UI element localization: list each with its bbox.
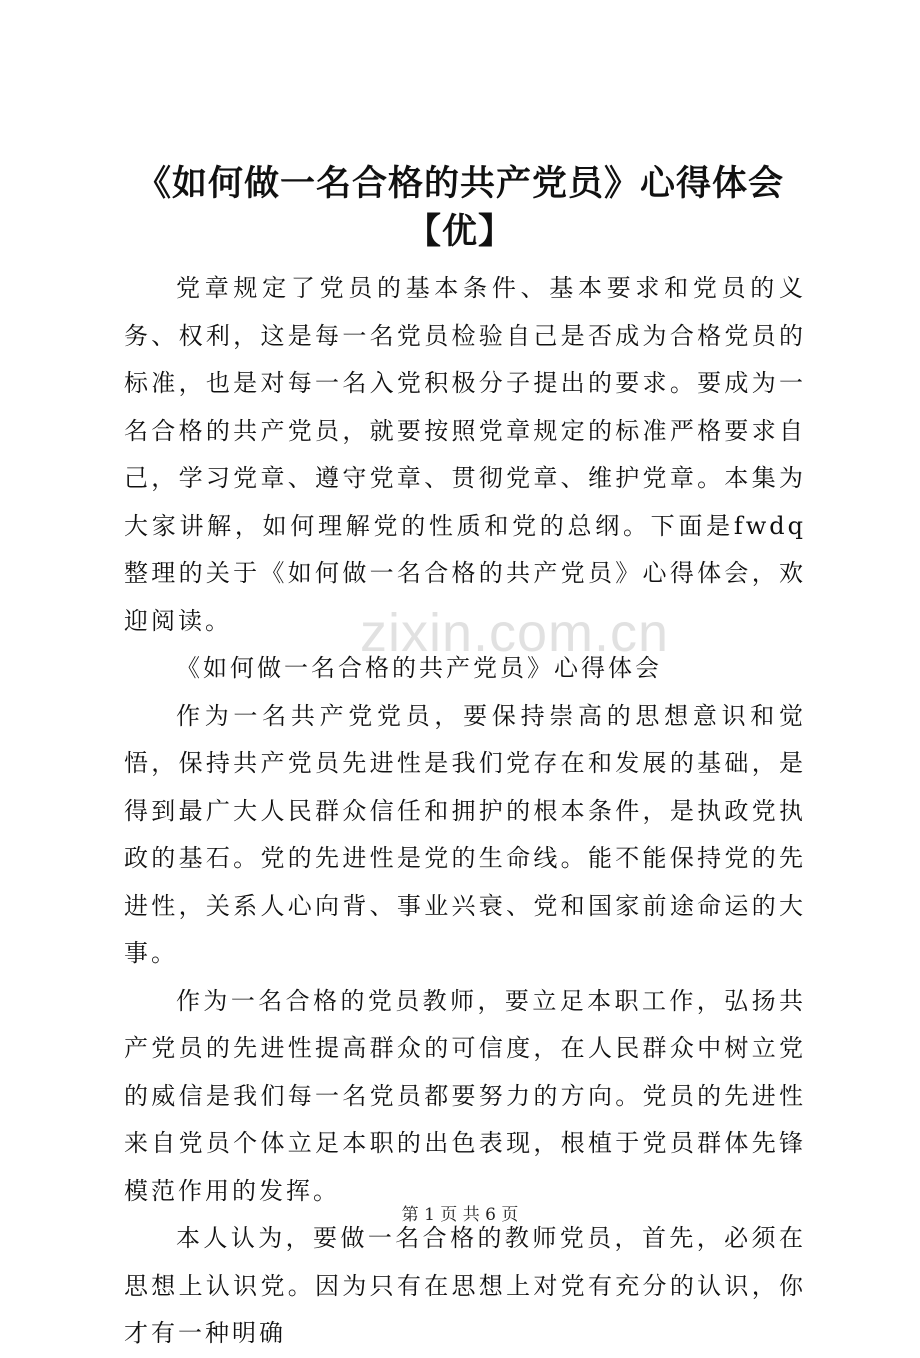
paragraph-intro: 党章规定了党员的基本条件、基本要求和党员的义务、权利，这是每一名党员检验自己是否成为合格党员的标准，也是对每一名入党积极分子提出的要求。要成为一名合格的共产党员，就要按照党章规定的标准严格要求自己，学习党章、遵守党章、贯彻党章、维护党章。本集为大家讲解，如何理解党的性质和党的总纲。下面是fwdq整理的关于《如何做一名合格的共产党员》心得体会，欢迎阅读。: [124, 274, 806, 635]
page-footer: 第 1 页 共 6 页: [401, 1205, 519, 1225]
paragraph-3: 本人认为，要做一名合格的教师党员，首先，必须在思想上认识党。因为只有在思想上对党有充分的认识，你才有一种明确: [124, 1224, 806, 1347]
paragraph-subtitle: 《如何做一名合格的共产党员》心得体会: [176, 654, 662, 682]
paragraph-2: 作为一名合格的党员教师，要立足本职工作，弘扬共产党员的先进性提高群众的可信度，在人民群众中树立党的威信是我们每一名党员都要努力的方向。党员的先进性来自党员个体立足本职的出色表现，根植于党员群体先锋模范作用的发挥。: [124, 986, 806, 1205]
title-line-1: 《如何做一名合格的共产党员》心得体会: [135, 163, 784, 204]
document-body: [124, 265, 806, 1358]
paragraph-1: 作为一名共产党党员，要保持崇高的思想意识和觉悟，保持共产党员先进性是我们党存在和发展的基础，是得到最广大人民群众信任和拥护的根本条件，是执政党执政的基石。党的先进性是党的生命线。能不能保持党的先进性，关系人心向背、事业兴衰、党和国家前途命运的大事。: [124, 701, 806, 967]
document-title: [120, 160, 800, 256]
title-line-2: 【优】: [405, 211, 514, 252]
watermark-text: zixin.com.cn: [360, 603, 670, 663]
